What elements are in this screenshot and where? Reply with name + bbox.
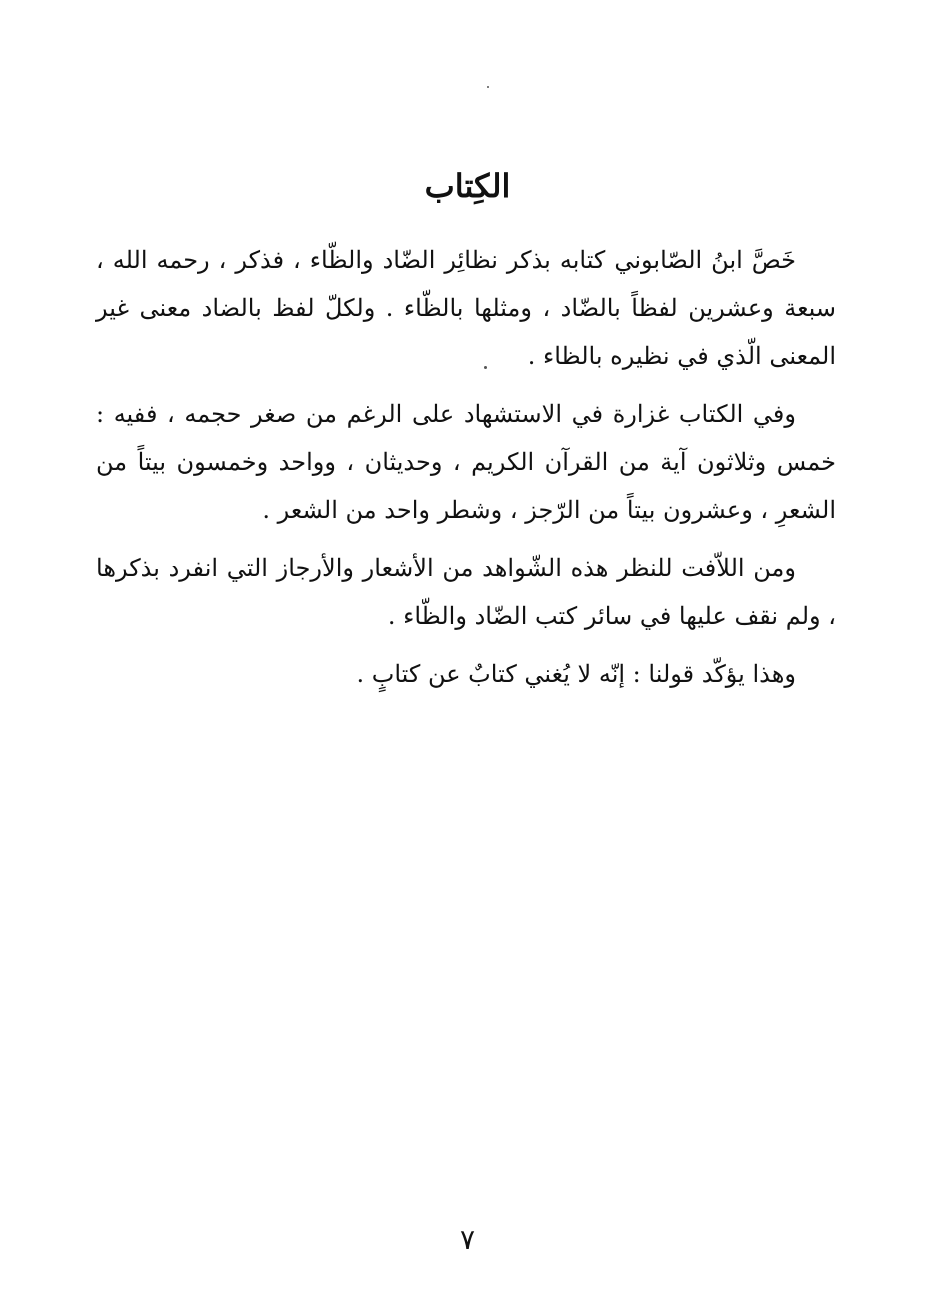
paragraph-4: وهذا يؤكّد قولنا : إنّه لا يُغني كتابٌ عن كتابٍ . <box>356 660 796 688</box>
chapter-title: الكِتاب <box>424 167 511 205</box>
paragraph-2: وفي الكتاب غزارة في الاستشهاد على الرغم من صغر حجمه ، ففيه : خمس وثلاثون آية من القرآن الكريم ، وحديثان ، وواحد وخمسون بيتاً من الشعرِ ، وعشرون بيتاً من الرّجز ، وشطر واحد من الشعر . <box>96 400 836 524</box>
paragraph-1: خَصَّ ابنُ الصّابوني كتابه بذكر نظائِر الضّاد والظّاء ، فذكر ، رحمه الله ، سبعة وعشرين لفظاً بالضّاد ، ومثلها بالظّاء . ولكلّ لفظ بالضاد معنى غير المعنى الّذي في نظيره بالظاء . <box>96 246 836 370</box>
paragraph-3: ومن اللاّفت للنظر هذه الشّواهد من الأشعار والأرجاز التي انفرد بذكرها ، ولم نقف عليها في سائر كتب الضّاد والظّاء . <box>96 554 836 630</box>
body-text <box>96 236 836 708</box>
scan-speck <box>484 366 487 369</box>
scan-speck <box>487 86 489 88</box>
page-number: ٧ <box>459 1223 476 1256</box>
